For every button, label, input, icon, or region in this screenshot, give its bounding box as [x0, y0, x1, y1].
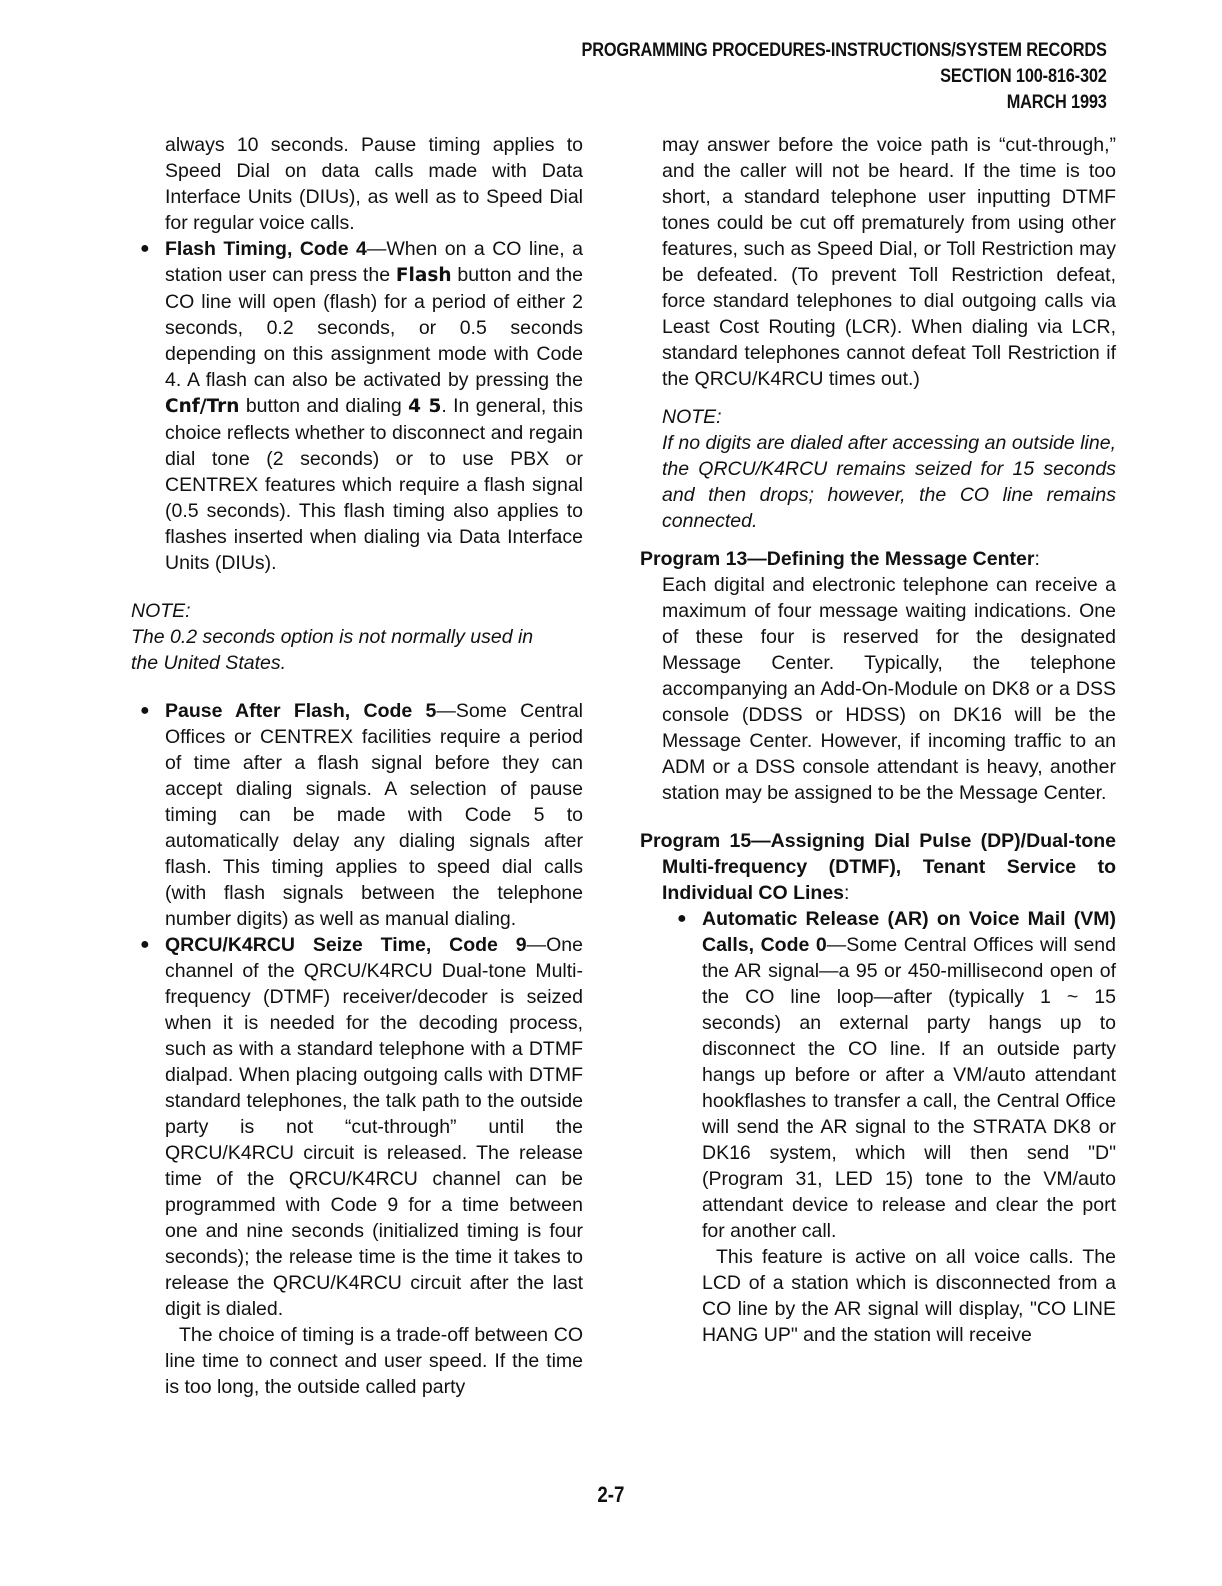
- intro-paragraph: always 10 seconds. Pause timing applies to Speed Dial on data calls made with Data Interface Units (DIUs), as well as to Speed Dial for regular voice calls.: [165, 134, 583, 234]
- note-text: The 0.2 seconds option is not normally used in the United States.: [131, 626, 534, 674]
- cnf-trn-key: Cnf/Trn: [165, 396, 240, 417]
- note-label: NOTE:: [662, 406, 722, 428]
- continuation-paragraph: may answer before the voice path is “cut-through,” and the caller will not be heard. If the time is too short, a standard telephone user inputting DTMF tones could be cut off prematurely from using other features, such as Speed Dial, or Toll Restriction may be defeated. (To prevent Toll Restriction defeat, force standard telephones to dial outgoing calls via Least Cost Routing (LCR). When dialing via LCR, standard telephones cannot defeat Toll Restriction if the QRCU/K4RCU times out.): [662, 134, 1116, 390]
- section-number: SECTION 100-816-302: [940, 66, 1107, 87]
- pause-after-flash-item: ● Pause After Flash, Code 5—Some Central Offices or CENTREX facilities require a period of time after a flash signal before they can accept dialing signals. A selection of pause timing can be made with Code 5 to automatically delay any dialing signals after flash. This timing applies to speed dial calls (with flash signals between the telephone number digits) as well as manual dialing.: [140, 700, 583, 930]
- right-column: [640, 132, 1116, 1348]
- left-column: [131, 132, 583, 1400]
- note-block: [131, 598, 583, 676]
- flash-key: Flash: [395, 265, 452, 286]
- publication-date: MARCH 1993: [1007, 92, 1107, 113]
- automatic-release-item: ● Automatic Release (AR) on Voice Mail (VM) Calls, Code 0—Some Central Offices will send the AR signal—a 95 or 450-millisecond open of the CO line loop—after (typically 1 ~ 15 seconds) an external party hangs up to disconnect the CO line. If an outside party hangs up before or after a VM/auto attendant hookflashes to transfer a call, the Central Office will send the AR signal to the STRATA DK8 or DK16 system, which will then send "D" (Program 31, LED 15) tone to the VM/auto attendant device to release and clear the port for another call.: [677, 908, 1116, 1242]
- page-number: 2-7: [597, 1482, 625, 1507]
- note-text: If no digits are dialed after accessing an outside line, the QRCU/K4RCU remains seized for 15 seconds and then drops; however, the CO line remains connected.: [662, 432, 1116, 532]
- program-13-section: [640, 546, 1116, 806]
- section-heading: Program 13—Defining the Message Center:: [640, 548, 1040, 570]
- item-title: QRCU/K4RCU Seize Time, Code 9: [165, 934, 527, 956]
- page-footer: [0, 1482, 1222, 1508]
- section-heading: Program 15—Assigning Dial Pulse (DP)/Dual-tone Multi-frequency (DTMF), Tenant Service to Individual CO Lines:: [640, 830, 1116, 904]
- page-header: [582, 38, 1107, 116]
- tradeoff-paragraph: The choice of timing is a trade-off between CO line time to connect and user speed. If the time is too long, the outside called party: [165, 1324, 583, 1398]
- item-title: Automatic Release (AR) on Voice Mail (VM) Calls, Code 0: [702, 908, 1116, 956]
- document-title: PROGRAMMING PROCEDURES-INSTRUCTIONS/SYSTEM RECORDS: [581, 40, 1107, 61]
- bullet-icon: ●: [140, 702, 150, 719]
- item-title: Flash Timing, Code 4: [165, 238, 367, 260]
- section-body: Each digital and electronic telephone can receive a maximum of four message waiting indications. One of these four is reserved for the designated Message Center. Typically, the telephone accompanying an Add-On-Module on DK8 or a DSS console (DDSS or HDSS) on DK16 will be the Message Center. However, if incoming traffic to an ADM or a DSS console attendant is heavy, another station may be assigned to be the Message Center.: [662, 574, 1116, 804]
- program-15-section: [640, 828, 1116, 1348]
- lcd-paragraph: This feature is active on all voice calls. The LCD of a station which is disconnected from a CO line by the AR signal will display, "CO LINE HANG UP" and the station will receive: [702, 1246, 1116, 1346]
- note-label: NOTE:: [131, 600, 191, 622]
- seize-time-item: ● QRCU/K4RCU Seize Time, Code 9—One channel of the QRCU/K4RCU Dual-tone Multi-frequency (DTMF) receiver/decoder is seized when it is needed for the decoding process, such as with a standard telephone with a DTMF dialpad. When placing outgoing calls with DTMF standard telephones, the talk path to the outside party is not “cut-through” until the QRCU/K4RCU circuit is released. The release time of the QRCU/K4RCU channel can be programmed with Code 9 for a time between one and nine seconds (initialized timing is four seconds); the release time is the time it takes to release the QRCU/K4RCU circuit after the last digit is dialed.: [140, 934, 583, 1320]
- bullet-icon: ●: [140, 936, 150, 953]
- item-title: Pause After Flash, Code 5: [165, 700, 437, 722]
- note-block: [640, 404, 1116, 534]
- flash-timing-item: ● Flash Timing, Code 4—When on a CO line, a station user can press the Flash button and the CO line will open (flash) for a period of either 2 seconds, 0.2 seconds, or 0.5 seconds depending on this assignment mode with Code 4. A flash can also be activated by pressing the Cnf/Trn button and dialing 4 5. In general, this choice reflects whether to disconnect and regain dial tone (2 seconds) or to use PBX or CENTREX features which require a flash signal (0.5 seconds). This flash timing also applies to flashes inserted when dialing via Data Interface Units (DIUs).: [140, 238, 584, 574]
- bullet-icon: ●: [140, 240, 150, 257]
- dial-digits: 4 5: [408, 396, 442, 417]
- bullet-icon: ●: [677, 910, 687, 927]
